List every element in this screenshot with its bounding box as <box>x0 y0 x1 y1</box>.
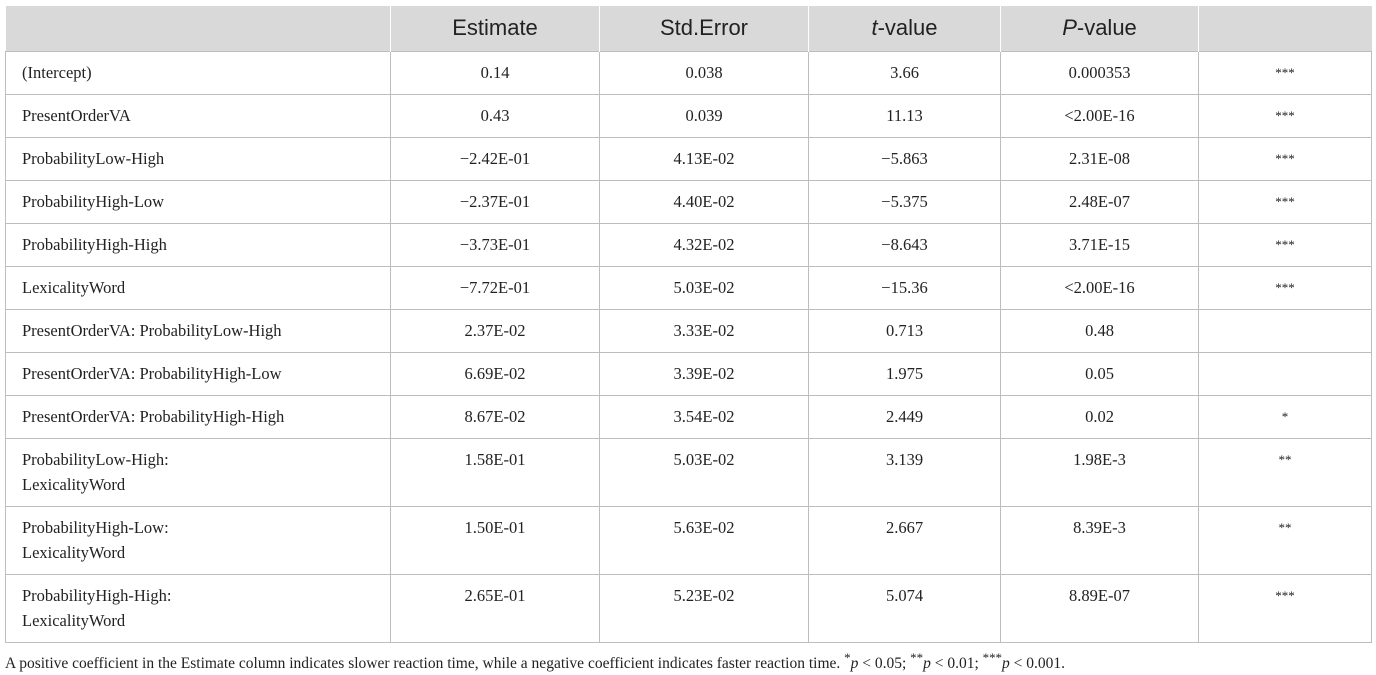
cell-p-value: 8.89E-07 <box>1001 574 1199 642</box>
cell-estimate: −2.42E-01 <box>391 137 600 180</box>
cell-term <box>6 94 391 137</box>
cell-std-error: 3.33E-02 <box>600 309 809 352</box>
cell-significance <box>1199 309 1372 352</box>
term-line: ProbabilityLow-High <box>22 148 165 168</box>
cell-significance <box>1199 352 1372 395</box>
cell-term <box>6 137 391 180</box>
term-line: LexicalityWord <box>22 277 126 297</box>
cell-p-value: <2.00E-16 <box>1001 94 1199 137</box>
cell-p-value: <2.00E-16 <box>1001 266 1199 309</box>
cell-significance: ** <box>1199 438 1372 506</box>
cell-t-value: −8.643 <box>809 223 1001 266</box>
header-p-value-rest: -value <box>1076 15 1137 41</box>
cell-std-error: 5.03E-02 <box>600 438 809 506</box>
term-line: PresentOrderVA <box>22 105 131 125</box>
term-line: LexicalityWord <box>22 610 126 630</box>
cell-estimate: 8.67E-02 <box>391 395 600 438</box>
cell-p-value: 0.05 <box>1001 352 1199 395</box>
header-significance <box>1199 6 1372 51</box>
term-line: PresentOrderVA: ProbabilityHigh-High <box>22 406 285 426</box>
table-row <box>6 309 1372 352</box>
cell-p-value: 0.000353 <box>1001 51 1199 94</box>
cell-significance: *** <box>1199 51 1372 94</box>
cell-p-value: 0.48 <box>1001 309 1199 352</box>
cell-p-value: 2.31E-08 <box>1001 137 1199 180</box>
term-line: (Intercept) <box>22 62 92 82</box>
footnote-sig3-p: p <box>1002 655 1010 673</box>
footnote-sig1-p: p <box>850 655 859 673</box>
cell-t-value: 3.66 <box>809 51 1001 94</box>
cell-term <box>6 51 391 94</box>
cell-std-error: 5.23E-02 <box>600 574 809 642</box>
footnote-text: A positive coefficient in the Estimate column indicates slower reaction time, while a negative coefficient indicates faster reaction time. <box>5 655 845 673</box>
table-row <box>6 352 1372 395</box>
footnote-sig1-rest: < 0.05; <box>858 655 911 673</box>
header-t-value-rest: -value <box>877 15 938 41</box>
table-row <box>6 180 1372 223</box>
cell-std-error: 3.39E-02 <box>600 352 809 395</box>
table-row <box>6 266 1372 309</box>
table-row <box>6 438 1372 506</box>
cell-term <box>6 352 391 395</box>
header-estimate: Estimate <box>391 6 600 51</box>
table-row <box>6 137 1372 180</box>
footnote-sig2-p: p <box>923 655 931 673</box>
cell-t-value: 11.13 <box>809 94 1001 137</box>
header-t-value <box>809 6 1001 51</box>
cell-term <box>6 223 391 266</box>
cell-t-value: 3.139 <box>809 438 1001 506</box>
table-row <box>6 506 1372 574</box>
cell-p-value: 3.71E-15 <box>1001 223 1199 266</box>
term-line: ProbabilityHigh-Low: <box>22 517 169 537</box>
cell-estimate: 1.58E-01 <box>391 438 600 506</box>
cell-significance: * <box>1199 395 1372 438</box>
cell-term <box>6 506 391 574</box>
cell-std-error: 0.039 <box>600 94 809 137</box>
cell-term <box>6 395 391 438</box>
cell-p-value: 1.98E-3 <box>1001 438 1199 506</box>
cell-std-error: 5.63E-02 <box>600 506 809 574</box>
cell-significance: *** <box>1199 223 1372 266</box>
cell-significance: ** <box>1199 506 1372 574</box>
header-term <box>6 6 391 51</box>
cell-estimate: 2.65E-01 <box>391 574 600 642</box>
table-row <box>6 395 1372 438</box>
cell-significance: *** <box>1199 137 1372 180</box>
table-header <box>6 6 1372 51</box>
cell-estimate: 0.43 <box>391 94 600 137</box>
table-row <box>6 51 1372 94</box>
table-body <box>6 51 1372 642</box>
table-footnote <box>5 650 1371 673</box>
cell-std-error: 4.13E-02 <box>600 137 809 180</box>
term-line: ProbabilityHigh-High: <box>22 585 172 605</box>
header-std-error: Std.Error <box>600 6 809 51</box>
term-line: ProbabilityHigh-High <box>22 234 167 254</box>
header-p-value <box>1001 6 1199 51</box>
footnote-sig2-stars: ** <box>910 650 924 665</box>
cell-estimate: −7.72E-01 <box>391 266 600 309</box>
cell-t-value: 5.074 <box>809 574 1001 642</box>
cell-t-value: 0.713 <box>809 309 1001 352</box>
cell-term <box>6 266 391 309</box>
cell-t-value: 1.975 <box>809 352 1001 395</box>
cell-significance: *** <box>1199 266 1372 309</box>
cell-t-value: −5.863 <box>809 137 1001 180</box>
term-line: ProbabilityLow-High: <box>22 449 169 469</box>
cell-t-value: 2.667 <box>809 506 1001 574</box>
cell-estimate: 0.14 <box>391 51 600 94</box>
cell-term <box>6 438 391 506</box>
cell-significance: *** <box>1199 180 1372 223</box>
cell-std-error: 5.03E-02 <box>600 266 809 309</box>
cell-term <box>6 574 391 642</box>
footnote-sig3-stars: *** <box>982 650 1002 665</box>
cell-term <box>6 180 391 223</box>
cell-std-error: 4.40E-02 <box>600 180 809 223</box>
cell-std-error: 4.32E-02 <box>600 223 809 266</box>
cell-significance: *** <box>1199 94 1372 137</box>
footnote-sig2-rest: < 0.01; <box>930 655 983 673</box>
cell-estimate: −2.37E-01 <box>391 180 600 223</box>
term-line: ProbabilityHigh-Low <box>22 191 165 211</box>
term-line: LexicalityWord <box>22 542 126 562</box>
cell-estimate: −3.73E-01 <box>391 223 600 266</box>
header-t-value-italic: t <box>871 15 878 41</box>
cell-estimate: 2.37E-02 <box>391 309 600 352</box>
footnote-sig3-rest: < 0.001. <box>1009 655 1065 673</box>
cell-std-error: 0.038 <box>600 51 809 94</box>
cell-t-value: −5.375 <box>809 180 1001 223</box>
cell-significance: *** <box>1199 574 1372 642</box>
header-p-value-italic: P <box>1062 15 1077 41</box>
header-row <box>6 6 1372 51</box>
cell-t-value: 2.449 <box>809 395 1001 438</box>
cell-estimate: 1.50E-01 <box>391 506 600 574</box>
regression-table <box>5 6 1372 643</box>
regression-table-container <box>5 6 1371 643</box>
table-row <box>6 574 1372 642</box>
footnote-sig1-stars: * <box>844 650 851 665</box>
cell-p-value: 0.02 <box>1001 395 1199 438</box>
table-row <box>6 94 1372 137</box>
term-line: PresentOrderVA: ProbabilityHigh-Low <box>22 363 282 383</box>
cell-estimate: 6.69E-02 <box>391 352 600 395</box>
cell-term <box>6 309 391 352</box>
cell-p-value: 8.39E-3 <box>1001 506 1199 574</box>
table-row <box>6 223 1372 266</box>
cell-std-error: 3.54E-02 <box>600 395 809 438</box>
cell-p-value: 2.48E-07 <box>1001 180 1199 223</box>
term-line: PresentOrderVA: ProbabilityLow-High <box>22 320 282 340</box>
term-line: LexicalityWord <box>22 474 126 494</box>
cell-t-value: −15.36 <box>809 266 1001 309</box>
